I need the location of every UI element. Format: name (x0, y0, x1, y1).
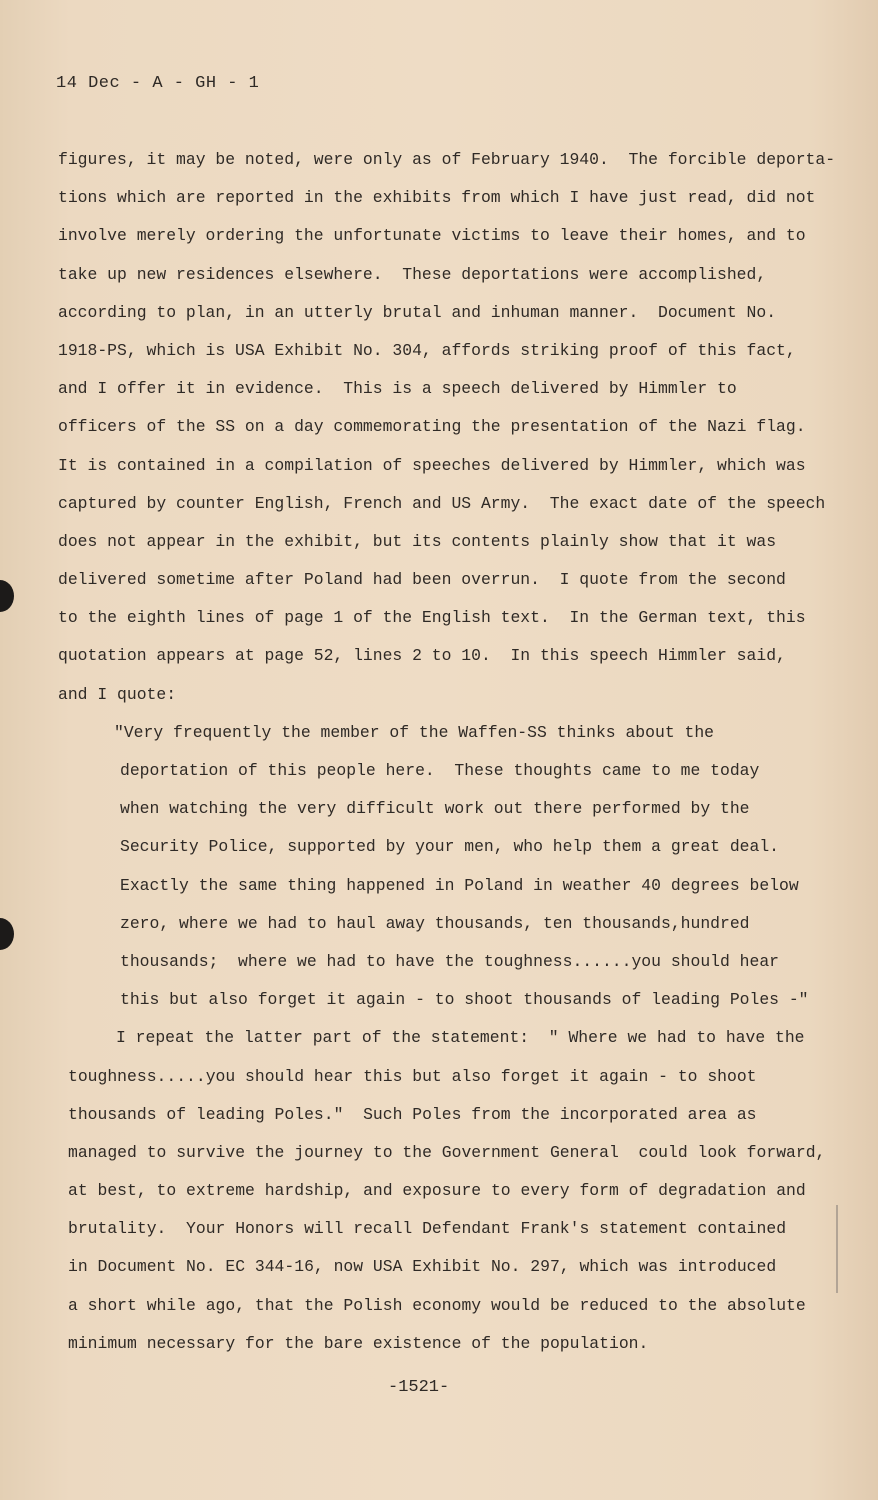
text-line: minimum necessary for the bare existence of the population. (68, 1333, 649, 1353)
text-line: to the eighth lines of page 1 of the English text. In the German text, this (58, 608, 806, 628)
quote-line: Security Police, supported by your men, who help them a great deal. (120, 837, 780, 857)
text-line: according to plan, in an utterly brutal and inhuman manner. Document No. (58, 302, 777, 322)
quote-line: this but also forget it again - to shoot thousands of leading Poles -" (120, 990, 809, 1010)
text-line: involve merely ordering the unfortunate victims to leave their homes, and to (58, 226, 806, 246)
text-line: in Document No. EC 344-16, now USA Exhibit No. 297, which was introduced (68, 1257, 777, 1277)
text-line: a short while ago, that the Polish economy would be reduced to the absolute (68, 1295, 806, 1315)
text-line: tions which are reported in the exhibits from which I have just read, did not (58, 188, 816, 208)
text-line: managed to survive the journey to the Government General could look forward, (68, 1142, 826, 1162)
punch-hole-upper (0, 580, 14, 612)
text-line: brutality. Your Honors will recall Defendant Frank's statement contained (68, 1219, 787, 1239)
text-line: officers of the SS on a day commemorating the presentation of the Nazi flag. (58, 417, 806, 437)
page-header: 14 Dec - A - GH - 1 (56, 74, 260, 93)
text-line: I repeat the latter part of the statement: " Where we had to have the (116, 1028, 805, 1048)
text-line: toughness.....you should hear this but also forget it again - to shoot (68, 1066, 757, 1086)
text-line: and I offer it in evidence. This is a speech delivered by Himmler to (58, 379, 737, 399)
transcript-body (58, 145, 838, 1367)
quote-line: "Very frequently the member of the Waffen-SS thinks about the (114, 722, 714, 742)
page-number: -1521- (388, 1378, 450, 1397)
text-line: quotation appears at page 52, lines 2 to 10. In this speech Himmler said, (58, 646, 786, 666)
text-line: figures, it may be noted, were only as of February 1940. The forcible deporta- (58, 150, 836, 169)
text-line: and I quote: (58, 684, 177, 704)
text-line: 1918-PS, which is USA Exhibit No. 304, affords striking proof of this fact, (58, 340, 796, 360)
text-line: does not appear in the exhibit, but its contents plainly show that it was (58, 531, 777, 551)
text-line: at best, to extreme hardship, and exposure to every form of degradation and (68, 1181, 806, 1201)
text-line: thousands of leading Poles." Such Poles from the incorporated area as (68, 1104, 757, 1124)
quote-line: thousands; where we had to have the toughness......you should hear (120, 951, 780, 971)
text-line: It is contained in a compilation of speeches delivered by Himmler, which was (58, 455, 806, 475)
text-line: delivered sometime after Poland had been overrun. I quote from the second (58, 570, 786, 590)
punch-hole-lower (0, 918, 14, 950)
text-line: captured by counter English, French and US Army. The exact date of the speech (58, 493, 826, 513)
quote-line: zero, where we had to haul away thousands, ten thousands,hundred (120, 913, 750, 933)
quote-line: when watching the very difficult work out there performed by the (120, 799, 750, 819)
text-line: take up new residences elsewhere. These deportations were accomplished, (58, 264, 767, 284)
quote-line: deportation of this people here. These thoughts came to me today (120, 761, 760, 780)
quote-line: Exactly the same thing happened in Poland in weather 40 degrees below (120, 875, 799, 895)
